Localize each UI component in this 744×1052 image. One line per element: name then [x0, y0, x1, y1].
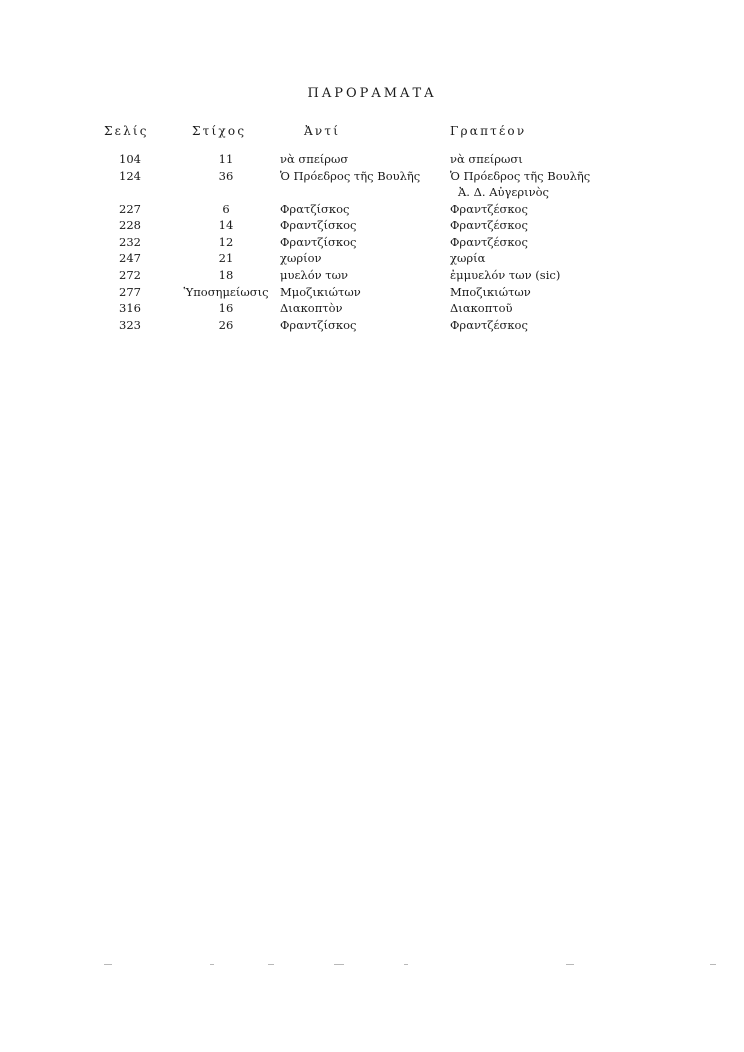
- row-page: 104: [119, 152, 141, 166]
- scan-mark: [566, 964, 574, 965]
- errata-row: [104, 300, 624, 317]
- errata-row: [104, 234, 624, 251]
- row-instead: χωρίον: [280, 251, 322, 266]
- row-instead: Φρατζίσκος: [280, 201, 350, 216]
- errata-row: [104, 151, 624, 168]
- row-instead: Φραντζίσκος: [280, 218, 357, 233]
- row-read: χωρία: [450, 251, 486, 266]
- row-page: 323: [119, 317, 141, 332]
- row-instead: Μμοζικιώτων: [280, 284, 361, 299]
- row-instead: Ὁ Πρόεδρος τῆς Βουλῆς: [280, 168, 421, 183]
- row-line: 36: [218, 168, 234, 183]
- row-read: ἐμμυελόν των (sic): [450, 267, 561, 282]
- row-instead: νὰ σπείρωσ: [280, 152, 349, 166]
- row-instead: Φραντζίσκος: [280, 234, 357, 249]
- scan-mark: [268, 964, 274, 965]
- scan-mark: [104, 964, 112, 965]
- row-read: Φραντζέσκος: [450, 201, 528, 216]
- header-instead: Ἀντί: [304, 124, 341, 138]
- row-page: 316: [119, 301, 141, 316]
- header-page: Σελίς: [104, 124, 149, 138]
- scan-mark: [710, 964, 716, 965]
- row-page: 124: [119, 168, 141, 183]
- row-read: Διακοπτοῦ: [450, 301, 513, 316]
- row-line: 26: [218, 317, 234, 332]
- errata-row: [104, 168, 624, 201]
- header-read: Γραπτέον: [450, 124, 527, 138]
- row-line: 18: [218, 267, 234, 282]
- scan-mark: [334, 964, 344, 965]
- row-page: 272: [119, 267, 141, 282]
- errata-row: [104, 217, 624, 234]
- row-read: Μποζικιώτων: [450, 284, 531, 299]
- row-page: 247: [119, 251, 141, 266]
- row-page: 277: [119, 284, 141, 299]
- row-read: νὰ σπείρωσι: [450, 152, 523, 166]
- row-line: 6: [222, 201, 230, 216]
- row-line: 11: [218, 152, 234, 166]
- scan-artifact-marks: [0, 960, 744, 970]
- row-page: 228: [119, 218, 141, 233]
- errata-header-row: [104, 123, 624, 151]
- row-instead: μυελόν των: [280, 267, 349, 282]
- row-read: Φραντζέσκος: [450, 218, 528, 233]
- row-line: 12: [218, 234, 234, 249]
- errata-table: [104, 123, 624, 333]
- scan-mark: [210, 964, 214, 965]
- row-page: 227: [119, 201, 141, 216]
- row-line: 14: [218, 218, 234, 233]
- errata-row: [104, 284, 624, 301]
- row-line: 16: [218, 301, 234, 316]
- row-instead: Φραντζίσκος: [280, 317, 357, 332]
- row-read-block: [450, 168, 630, 201]
- errata-row: [104, 201, 624, 218]
- row-line: Ὑποσημείωσις: [183, 284, 269, 299]
- row-instead: Διακοπτὸν: [280, 301, 343, 316]
- page-title: ΠΑΡΟΡΑΜΑΤΑ: [307, 86, 437, 101]
- row-read: Ὁ Πρόεδρος τῆς Βουλῆς: [450, 168, 591, 183]
- row-read: Φραντζέσκος: [450, 234, 528, 249]
- row-line: 21: [218, 251, 234, 266]
- scan-mark: [404, 964, 408, 965]
- errata-row: [104, 250, 624, 267]
- row-read: Φραντζέσκος: [450, 317, 528, 332]
- row-page: 232: [119, 234, 141, 249]
- errata-row: [104, 267, 624, 284]
- header-line: Στίχος: [192, 124, 247, 138]
- row-read-continuation: Ἀ. Δ. Αὐγερινὸς: [458, 185, 549, 200]
- errata-row: [104, 317, 624, 334]
